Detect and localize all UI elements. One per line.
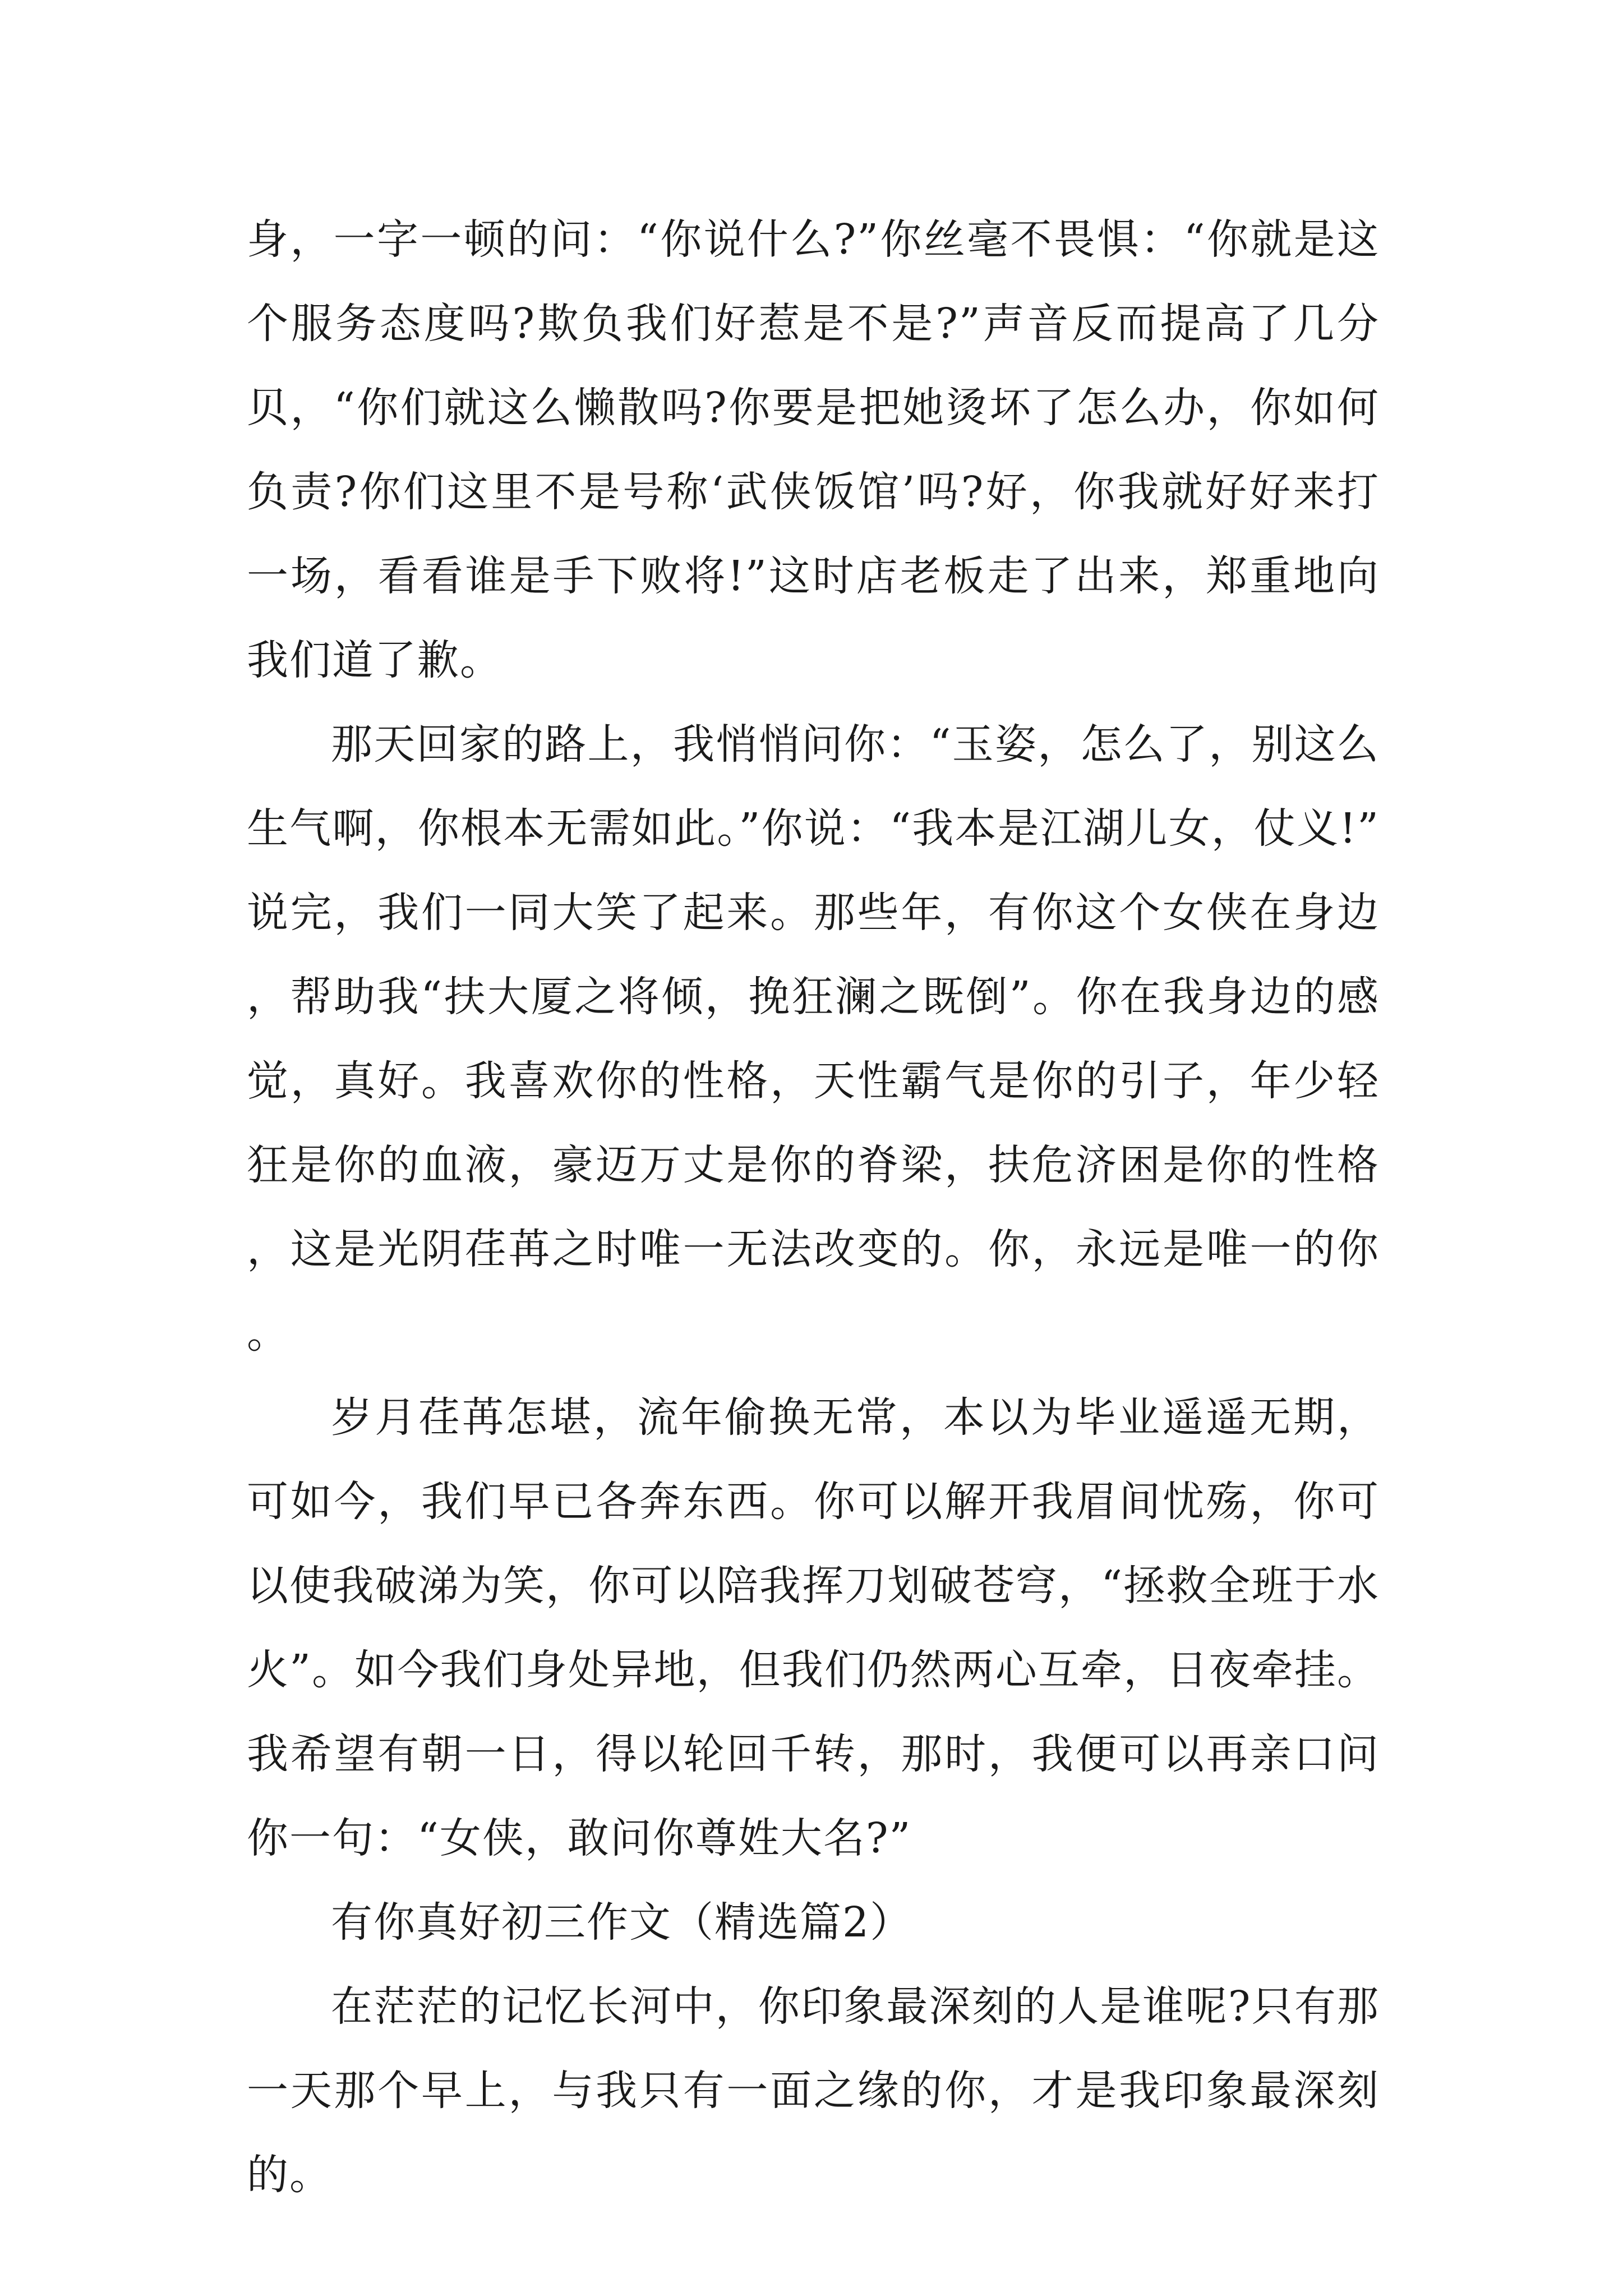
paragraph-memory-river: 在茫茫的记忆长河中，你印象最深刻的人是谁呢?只有那一天那个早上，与我只有一面之缘的你，才是我印象最深刻的。: [247, 1982, 1380, 2199]
paragraph-way-home: 那天回家的路上，我悄悄问你：“玉姿，怎么了，别这么生气啊，你根本无需如此。”你说：“我本是江湖儿女，仗义!”说完，我们一同大笑了起来。那些年，有你这个女侠在身边，帮助我“扶大厦之将倾，挽狂澜之既倒”。你在我身边的感觉，真好。我喜欢你的性格，天性霸气是你的引子，年少轻狂是你的血液，豪迈万丈是你的脊梁，扶危济困是你的性格，这是光阴荏苒之时唯一无法改变的。你，永远是唯一的你。: [247, 720, 1380, 1358]
document-body: [247, 197, 1380, 2217]
paragraph-continued: 身，一字一顿的问：“你说什么?”你丝毫不畏惧：“你就是这个服务态度吗?欺负我们好惹是不是?”声音反而提高了几分贝，“你们就这么懒散吗?你要是把她烫坏了怎么办，你如何负责?你们这里不是号称‘武侠饭馆’吗?好，你我就好好来打一场，看看谁是手下败将!”这时店老板走了出来，郑重地向我们道了歉。: [247, 215, 1380, 684]
paragraph-years-passing: 岁月荏苒怎堪，流年偷换无常，本以为毕业遥遥无期，可如今，我们早已各奔东西。你可以解开我眉间忧殇，你可以使我破涕为笑，你可以陪我挥刀划破苍穹，“拯救全班于水火”。如今我们身处异地，但我们仍然两心互牵，日夜牵挂。我希望有朝一日，得以轮回千转，那时，我便可以再亲口问你一句：“女侠，敢问你尊姓大名?”: [247, 1393, 1380, 1862]
section-heading: 有你真好初三作文（精选篇2）: [331, 1898, 913, 1947]
